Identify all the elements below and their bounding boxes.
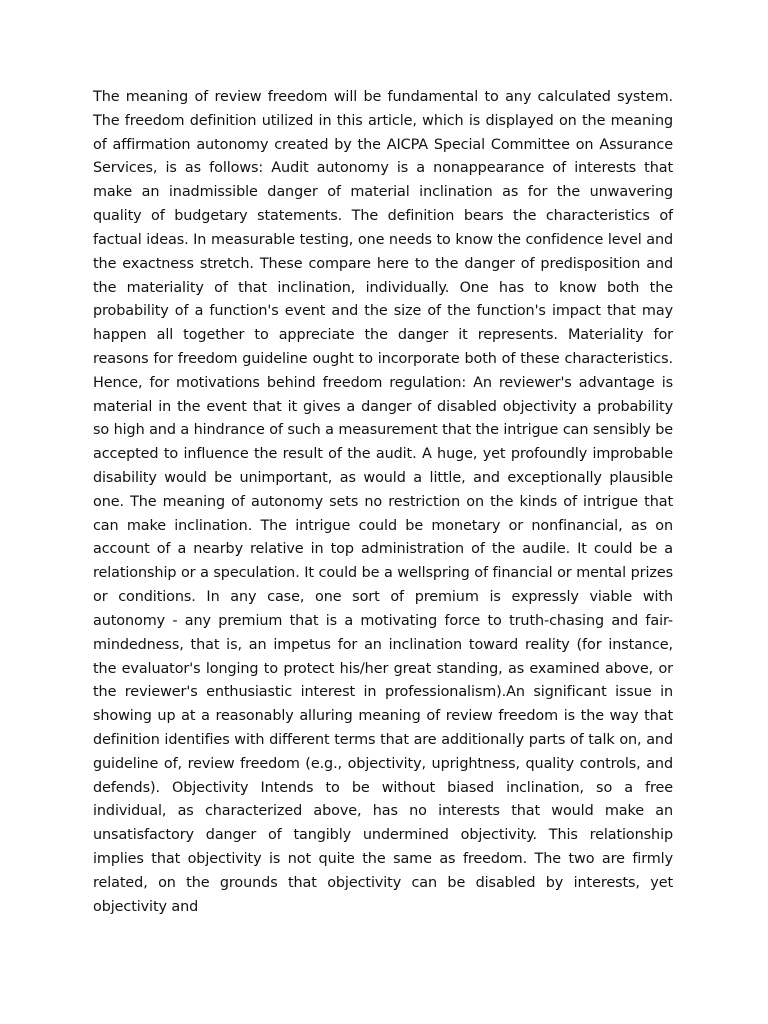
body-paragraph: The meaning of review freedom will be fundamental to any calculated system. The freedom definition utilized in this article, which is displayed on the meaning of affirmation autonomy created by the AICPA Special Committee on Assurance Services, is as follows: Audit autonomy is a nonappearance of interests that make an inadmissible danger of material inclination as for the unwavering quality of budgetary statements. The definition bears the characteristics of factual ideas. In measurable testing, one needs to know the confidence level and the exactness stretch. These compare here to the danger of predisposition and the materiality of that inclination, individually. One has to know both the probability of a function's event and the size of the function's impact that may happen all together to appreciate the danger it represents. Materiality for reasons for freedom guideline ought to incorporate both of these characteristics. Hence, for motivations behind freedom regulation: An reviewer's advantage is material in the event that it gives a danger of disabled objectivity a probability so high and a hindrance of such a measurement that the intrigue can sensibly be accepted to influence the result of the audit. A huge, yet profoundly improbable disability would be unimportant, as would a little, and exceptionally plausible one. The meaning of autonomy sets no restriction on the kinds of intrigue that can make inclination. The intrigue could be monetary or nonfinancial, as on account of a nearby relative in top administration of the audile. It could be a relationship or a speculation. It could be a wellspring of financial or mental prizes or conditions. In any case, one sort of premium is expressly viable with autonomy - any premium that is a motivating force to truth-chasing and fair-mindedness, that is, an impetus for an inclination toward reality (for instance, the evaluator's longing to protect his/her great standing, as examined above, or the reviewer's enthusiastic interest in professionalism).An significant issue in showing up at a reasonably alluring meaning of review freedom is the way that definition identifies with different terms that are additionally parts of talk on, and guideline of, review freedom (e.g., objectivity, uprightness, quality controls, and defends). Objectivity Intends to be without biased inclination, so a free individual, as characterized above, has no interests that would make an unsatisfactory danger of tangibly undermined objectivity. This relationship implies that objectivity is not quite the same as freedom. The two are firmly related, on the grounds that objectivity can be disabled by interests, yet objectivity and (93, 89, 673, 915)
